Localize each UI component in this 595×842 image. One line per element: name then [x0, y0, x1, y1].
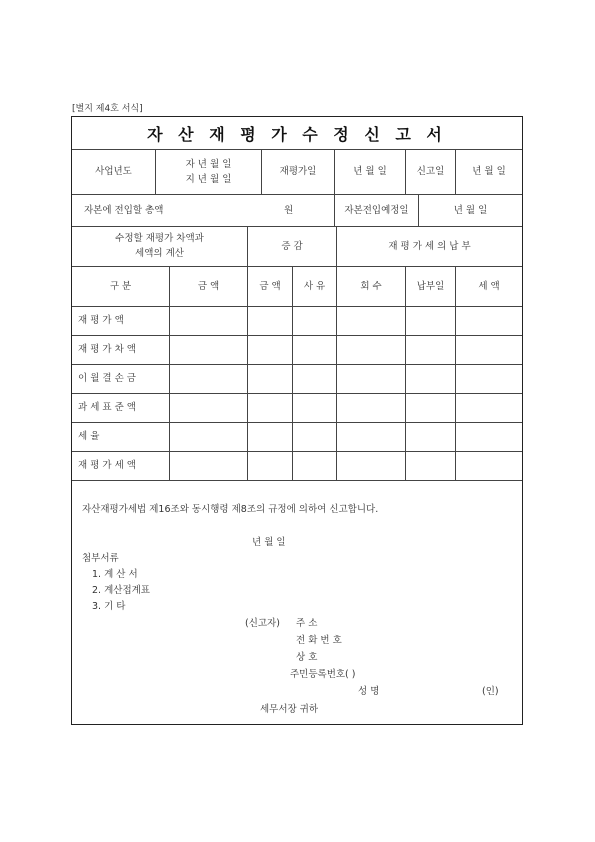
table-cell	[170, 452, 248, 481]
table-cell	[170, 365, 248, 394]
table-cell	[170, 336, 248, 365]
table-cell	[406, 336, 456, 365]
attachment-item: 1. 계 산 서	[92, 569, 138, 580]
attachment-item: 2. 계산접계표	[92, 585, 150, 596]
table-cell	[293, 365, 337, 394]
won-unit: 원	[284, 204, 294, 216]
report-date-label: 신고일	[406, 150, 456, 195]
address-label: 주 소	[296, 618, 318, 629]
table-cell	[170, 394, 248, 423]
tax-payment-header: 재 평 가 세 의 납 부	[337, 227, 522, 267]
table-cell	[170, 423, 248, 452]
division-header: 구 분	[72, 267, 170, 307]
table-cell	[293, 423, 337, 452]
table-cell	[170, 307, 248, 336]
table-cell	[337, 365, 406, 394]
table-cell	[248, 423, 293, 452]
row-label: 재 평 가 세 액	[72, 452, 170, 481]
table-cell	[406, 394, 456, 423]
diff-calc-line1: 수정할 재평가 차액과	[115, 233, 204, 245]
capital-transfer-label: 자본에 전입할 총액	[84, 204, 164, 216]
table-cell	[406, 452, 456, 481]
table-cell	[456, 452, 522, 481]
table-cell	[337, 394, 406, 423]
company-label: 상 호	[296, 652, 318, 663]
seal-mark: (인)	[482, 686, 499, 697]
reason-header: 사 유	[293, 267, 337, 307]
row-label: 과 세 표 준 액	[72, 394, 170, 423]
table-cell	[248, 394, 293, 423]
resident-number-label: 주민등록번호( )	[290, 669, 356, 680]
row-label: 이 월 결 손 금	[72, 365, 170, 394]
capital-transfer-total	[72, 195, 335, 227]
table-cell	[406, 307, 456, 336]
row-label: 세 율	[72, 423, 170, 452]
business-period	[156, 150, 262, 195]
table-cell	[293, 307, 337, 336]
period-to: 지 년 월 일	[185, 174, 232, 185]
table-cell	[406, 423, 456, 452]
tax-form	[71, 116, 523, 725]
table-cell	[293, 394, 337, 423]
adjust-amount-header: 금 액	[248, 267, 293, 307]
row-label: 재 평 가 액	[72, 307, 170, 336]
attachments-label: 첨부서류	[82, 553, 119, 564]
tax-amount-header: 세 액	[456, 267, 522, 307]
table-cell	[337, 307, 406, 336]
increase-decrease-header: 증 감	[248, 227, 337, 267]
table-cell	[248, 336, 293, 365]
reporter-label: (신고자)	[245, 618, 280, 629]
table-cell	[337, 336, 406, 365]
table-cell	[456, 307, 522, 336]
name-label: 성 명	[358, 686, 380, 697]
table-cell	[456, 336, 522, 365]
revaluation-date-label: 재평가일	[262, 150, 335, 195]
business-year-label: 사업년도	[72, 150, 156, 195]
count-header: 회 수	[337, 267, 406, 307]
report-date-value: 년 월 일	[456, 150, 522, 195]
payment-date-header: 납부일	[406, 267, 456, 307]
recipient: 세무서장 귀하	[260, 704, 319, 715]
table-cell	[337, 452, 406, 481]
diff-calc-header	[72, 227, 248, 267]
table-cell	[456, 423, 522, 452]
period-from: 자 년 월 일	[185, 158, 232, 170]
amount-header: 금 액	[170, 267, 248, 307]
table-cell	[248, 452, 293, 481]
table-cell	[456, 394, 522, 423]
table-cell	[248, 365, 293, 394]
diff-calc-line2: 세액의 계산	[135, 247, 184, 259]
form-reference: [별지 제4호 서식]	[72, 104, 143, 114]
attachment-item: 3. 기 타	[92, 601, 126, 612]
table-cell	[293, 452, 337, 481]
phone-label: 전 화 번 호	[296, 635, 342, 646]
declaration-text: 자산재평가세법 제16조와 동시행령 제8조의 규정에 의하여 신고합니다.	[82, 504, 379, 515]
table-cell	[248, 307, 293, 336]
form-title: 자 산 재 평 가 수 정 신 고 서	[72, 117, 522, 150]
declaration-section	[72, 481, 522, 724]
table-cell	[406, 365, 456, 394]
capital-transfer-date-label: 자본전입예정일	[335, 195, 419, 227]
table-cell	[293, 336, 337, 365]
declaration-date: 년 월 일	[252, 537, 286, 548]
table-cell	[456, 365, 522, 394]
capital-transfer-date-value: 년 월 일	[419, 195, 522, 227]
revaluation-date-value: 년 월 일	[335, 150, 406, 195]
row-label: 재 평 가 차 액	[72, 336, 170, 365]
table-cell	[337, 423, 406, 452]
